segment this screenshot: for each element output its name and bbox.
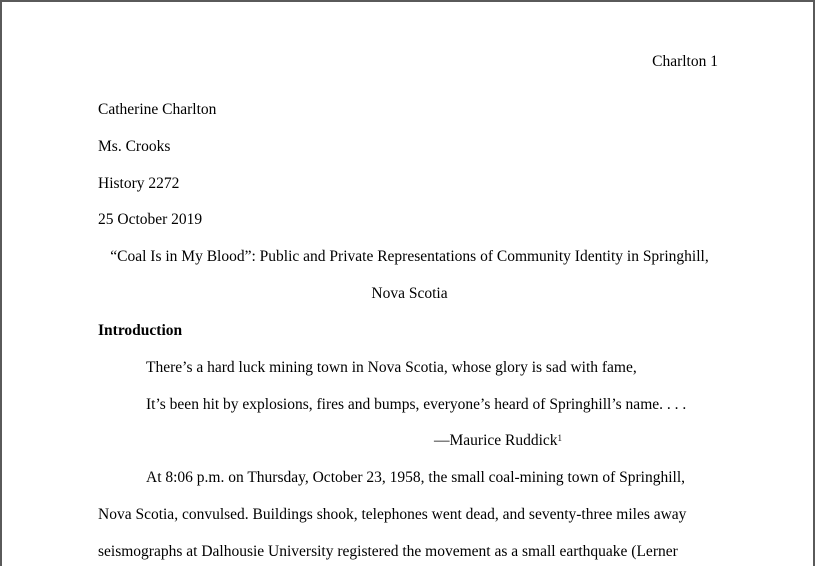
epigraph-line-2: It’s been hit by explosions, fires and bumps, everyone’s heard of Springhill’s name. . . .: [146, 396, 687, 413]
title-line-1: “Coal Is in My Blood”: Public and Private Representations of Community Identity in Springhill,: [110, 248, 709, 265]
body-line-1: At 8:06 p.m. on Thursday, October 23, 1958, the small coal-mining town of Springhill,: [146, 469, 685, 486]
attribution-text: —Maurice Ruddick: [434, 432, 558, 449]
footnote-reference: 1: [557, 433, 563, 443]
author-name: Catherine Charlton: [98, 101, 217, 118]
paper-date: 25 October 2019: [98, 211, 203, 228]
title-line-2: Nova Scotia: [371, 285, 448, 302]
running-head: Charlton 1: [652, 53, 718, 70]
body-line-2: Nova Scotia, convulsed. Buildings shook, telephones went dead, and seventy-three miles away: [98, 506, 687, 523]
body-line-3: seismographs at Dalhousie University registered the movement as a small earthquake (Lerner: [98, 543, 678, 560]
epigraph-attribution: [434, 432, 562, 450]
instructor-name: Ms. Crooks: [98, 138, 171, 155]
course-name: History 2272: [98, 175, 180, 192]
epigraph-line-1: There’s a hard luck mining town in Nova Scotia, whose glory is sad with fame,: [146, 359, 637, 376]
section-heading: Introduction: [98, 322, 183, 339]
